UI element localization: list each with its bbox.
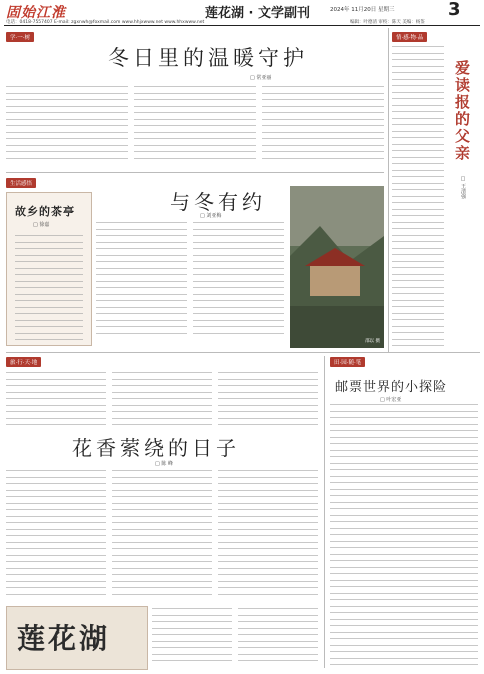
article-byline: □ 王清强 [460, 176, 466, 199]
winter-photo [290, 186, 384, 348]
article-byline: □ 常亚丽 [250, 75, 272, 81]
poem-title: 故乡的茶亭 [15, 205, 75, 218]
section-tag: 学·一·树 [6, 32, 34, 42]
article-body [6, 470, 318, 602]
column-divider [388, 28, 389, 353]
photo-credit: 邵以 摄 [365, 339, 380, 344]
section-logo-box [6, 606, 148, 670]
section-tag: 情·感·物·品 [392, 32, 427, 42]
section-title: 莲花湖 · 文学副刊 [205, 6, 310, 21]
issue-date: 2024年 11月20日 星期三 [330, 7, 395, 13]
article-body [6, 372, 318, 432]
newspaper-logo: 固始江淮 [6, 5, 66, 21]
masthead-rule [4, 25, 480, 26]
poem-byline: □ 徐嘉 [33, 222, 50, 228]
poem-body [15, 235, 83, 346]
section-divider [6, 352, 480, 353]
article-title: 冬日里的温暖守护 [108, 46, 308, 70]
article-body [96, 222, 284, 346]
article-title: 花香萦绕的日子 [72, 436, 240, 460]
article-body [152, 608, 318, 668]
contact-info: 电话：0418-7557407 E-mail: zgxnwh@foxmail.com www.hhjxwww.net www.hhxwww.net [6, 20, 205, 25]
landscape-icon [290, 186, 384, 348]
section-tag: 田·园·随·笔 [330, 357, 365, 367]
article-byline: □ 刘亚梅 [200, 213, 222, 219]
lianhuahu-logo: 莲花湖 [17, 622, 111, 655]
staff-credits: 编辑：叶德清 审校：陈天 美编：杨鉴 [350, 20, 425, 25]
section-divider [6, 172, 384, 173]
article-body [6, 86, 384, 169]
article-title: 与冬有约 [170, 190, 266, 214]
section-tag: 旅·行·天·地 [6, 357, 41, 367]
article-title: 爱读报的父亲 [453, 60, 471, 162]
column-divider [324, 356, 325, 668]
article-byline: □ 陈 峰 [155, 461, 173, 467]
section-tag: 生活感悟 [6, 178, 36, 188]
article-title: 邮票世界的小探险 [335, 380, 448, 395]
article-body [330, 404, 478, 668]
article-body [392, 46, 444, 346]
poem-box [6, 192, 92, 346]
article-byline: □ 叶宏亚 [380, 397, 402, 403]
page-number: 3 [448, 0, 461, 20]
